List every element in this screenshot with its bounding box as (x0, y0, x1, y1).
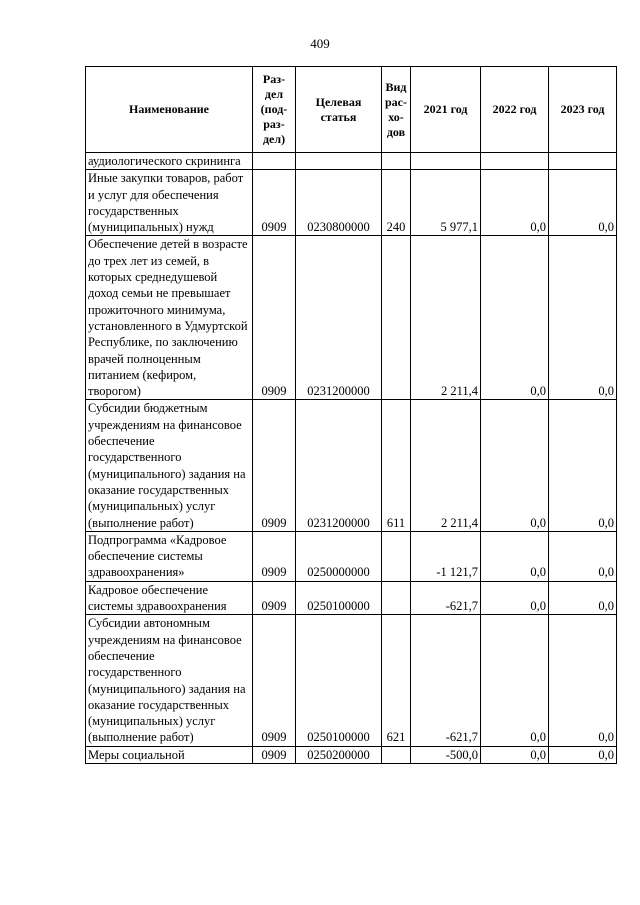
header-2021: 2021 год (411, 67, 481, 153)
row-section: 0909 (253, 236, 296, 400)
row-2023: 0,0 (549, 615, 617, 746)
table-body (86, 153, 617, 764)
table-row (86, 746, 617, 763)
row-name: Подпрограмма «Кадровое обеспечение системы здравоохранения» (86, 531, 253, 581)
row-target (296, 153, 382, 170)
table-row (86, 400, 617, 531)
row-2023: 0,0 (549, 746, 617, 763)
row-section: 0909 (253, 170, 296, 236)
header-type: Вид рас- хо- дов (382, 67, 411, 153)
row-2022: 0,0 (481, 400, 549, 531)
row-type: 240 (382, 170, 411, 236)
row-type (382, 746, 411, 763)
row-2023: 0,0 (549, 581, 617, 615)
row-2023: 0,0 (549, 170, 617, 236)
row-type: 621 (382, 615, 411, 746)
row-type (382, 153, 411, 170)
table-row (86, 531, 617, 581)
row-target: 0231200000 (296, 400, 382, 531)
row-target: 0250100000 (296, 615, 382, 746)
row-target: 0230800000 (296, 170, 382, 236)
row-2022: 0,0 (481, 746, 549, 763)
row-2021: 2 211,4 (411, 400, 481, 531)
row-2023: 0,0 (549, 236, 617, 400)
row-2021: 2 211,4 (411, 236, 481, 400)
row-2023: 0,0 (549, 531, 617, 581)
row-section: 0909 (253, 746, 296, 763)
row-2021: -621,7 (411, 581, 481, 615)
row-section: 0909 (253, 615, 296, 746)
header-2022: 2022 год (481, 67, 549, 153)
table-row (86, 581, 617, 615)
row-2021: -621,7 (411, 615, 481, 746)
header-row (86, 67, 617, 153)
row-2022: 0,0 (481, 236, 549, 400)
row-2022: 0,0 (481, 615, 549, 746)
budget-table (85, 66, 617, 764)
row-name: Субсидии автономным учреждениям на финансовое обеспечение государственного (муниципального) задания на оказание государственных (муниципальных) услуг (выполнение работ) (86, 615, 253, 746)
row-2022 (481, 153, 549, 170)
row-2022: 0,0 (481, 531, 549, 581)
row-type (382, 531, 411, 581)
row-name: Меры социальной (86, 746, 253, 763)
row-section: 0909 (253, 581, 296, 615)
row-2022: 0,0 (481, 581, 549, 615)
row-type (382, 236, 411, 400)
row-2021: -500,0 (411, 746, 481, 763)
row-type: 611 (382, 400, 411, 531)
row-2023 (549, 153, 617, 170)
row-2023: 0,0 (549, 400, 617, 531)
header-target: Целевая статья (296, 67, 382, 153)
row-name: Кадровое обеспечение системы здравоохранения (86, 581, 253, 615)
row-name: аудиологического скрининга (86, 153, 253, 170)
row-section: 0909 (253, 531, 296, 581)
page-number: 409 (310, 36, 330, 51)
table-row (86, 170, 617, 236)
row-2021: -1 121,7 (411, 531, 481, 581)
row-name: Иные закупки товаров, работ и услуг для обеспечения государственных (муниципальных) нужд (86, 170, 253, 236)
row-target: 0250100000 (296, 581, 382, 615)
row-target: 0250000000 (296, 531, 382, 581)
row-section: 0909 (253, 400, 296, 531)
row-2021: 5 977,1 (411, 170, 481, 236)
row-section (253, 153, 296, 170)
row-type (382, 581, 411, 615)
row-target: 0250200000 (296, 746, 382, 763)
row-name: Субсидии бюджетным учреждениям на финансовое обеспечение государственного (муниципального) задания на оказание государственных (муниципальных) услуг (выполнение работ) (86, 400, 253, 531)
table-row (86, 236, 617, 400)
row-name: Обеспечение детей в возрасте до трех лет из семей, в которых среднедушевой доход семьи не превышает прожиточного минимума, установленного в Удмуртской Республике, по заключению врачей полноценным питанием (кефиром, творогом) (86, 236, 253, 400)
header-2023: 2023 год (549, 67, 617, 153)
table-row (86, 615, 617, 746)
header-section: Раз- дел (под- раз- дел) (253, 67, 296, 153)
row-2022: 0,0 (481, 170, 549, 236)
table-row (86, 153, 617, 170)
header-name: Наименование (86, 67, 253, 153)
row-2021 (411, 153, 481, 170)
row-target: 0231200000 (296, 236, 382, 400)
